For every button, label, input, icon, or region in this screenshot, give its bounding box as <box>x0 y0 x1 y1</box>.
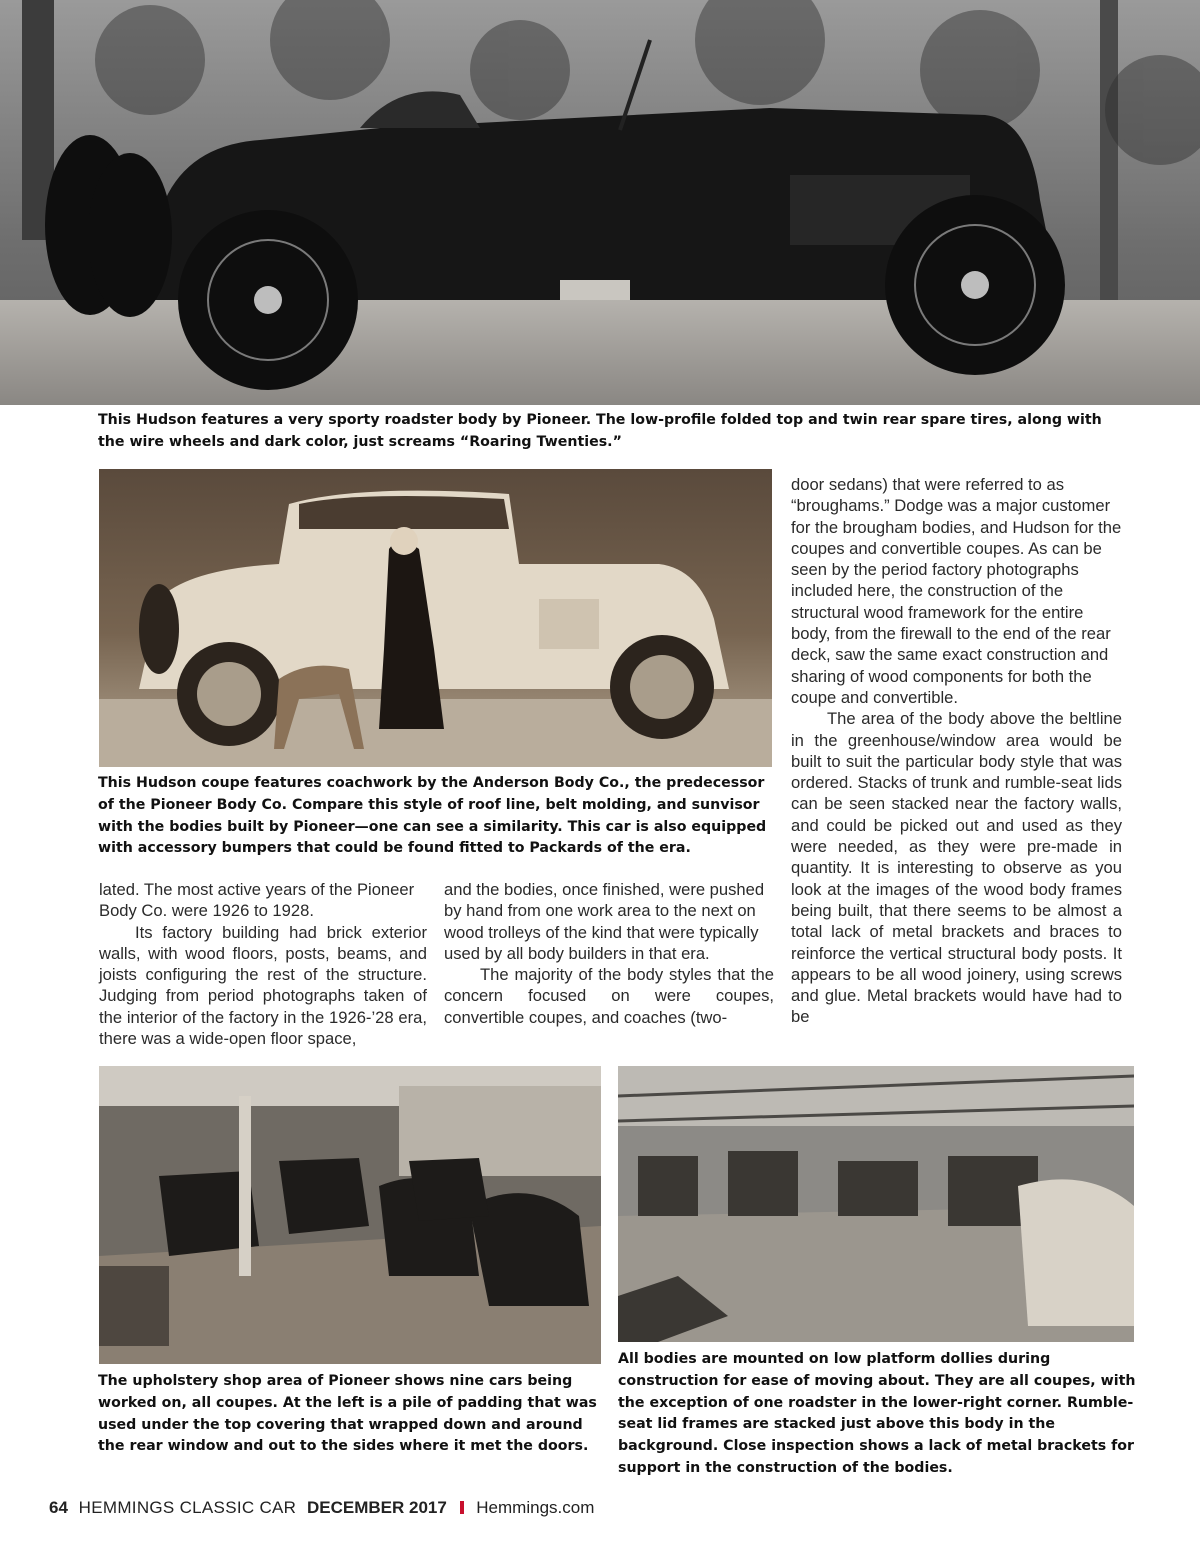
photo-upholstery-shop <box>99 1066 601 1364</box>
article-paragraph: door sedans) that were referred to as “broughams.” Dodge was a major customer for the brougham bodies, and Hudson for the coupes and convertible coupes. As can be seen by the period factory photographs included here, the construction of the structural wood framework for the entire body, from the firewall to the end of the rear deck, saw the same exact construction and sharing of wood components for both the coupe and convertible. <box>791 475 1122 707</box>
article-paragraph: Its factory building had brick exterior walls, with wood floors, posts, beams, and joists configuring the rest of the structure. Judging from period photographs taken of the interior of the factory in the 1926-’28 era, there was a wide-open floor space, <box>99 922 427 1049</box>
photo-hudson-coupe <box>99 469 772 767</box>
photo-hudson-roadster <box>0 0 1200 405</box>
article-paragraph: lated. The most active years of the Pioneer Body Co. were 1926 to 1928. <box>99 880 415 921</box>
article-paragraph: and the bodies, once finished, were pushed by hand from one work area to the next on wood trolleys of the kind that were typically used by all body builders in that era. <box>444 880 765 963</box>
caption-hudson-coupe: This Hudson coupe features coachwork by the Anderson Body Co., the predecessor of the Pioneer Body Co. Compare this style of roof line, belt molding, and sunvisor with the bodies built by Pioneer—one can see a similarity. This car is also equipped with accessory bumpers that could be found fitted to Packards of the era. <box>98 775 767 857</box>
caption-assembly-floor: All bodies are mounted on low platform dollies during construction for ease of moving about. They are all coupes, with the exception of one roadster in the lower-right corner. Rumble-seat lid frames are stacked just above this body in the background. Close inspection shows a lack of metal brackets for support in the construction of the bodies. <box>618 1351 1136 1476</box>
folio-separator <box>460 1501 464 1514</box>
article-column-2 <box>444 879 774 1028</box>
photo-assembly-floor <box>618 1066 1134 1342</box>
article-column-3 <box>791 474 1122 1028</box>
article-column-1 <box>99 879 427 1049</box>
magazine-name: HEMMINGS CLASSIC CAR <box>78 1498 297 1517</box>
article-paragraph: The majority of the body styles that the concern focused on were coupes, convertible coupes, and coaches (two- <box>444 965 774 1027</box>
caption-upholstery-shop: The upholstery shop area of Pioneer shows nine cars being worked on, all coupes. At the left is a pile of padding that was used under the top covering that wrapped down and around the rear window and out to the sides where it met the doors. <box>98 1373 597 1455</box>
website-link[interactable]: Hemmings.com <box>476 1498 595 1517</box>
page-number: 64 <box>49 1498 68 1517</box>
article-paragraph: The area of the body above the beltline in the greenhouse/window area would be built to suit the particular body style that was ordered. Stacks of trunk and rumble-seat lids can be seen stacked near the factory walls, and could be picked out and used as they were needed, as they were pre-made in quantity. It is interesting to observe as you look at the images of the wood body frames being built, that there seems to be almost a total lack of metal brackets and braces to reinforce the vertical structural body posts. It appears to be all wood joinery, using screws and glue. Metal brackets would have had to be <box>791 709 1122 1027</box>
page-footer <box>49 1498 594 1518</box>
caption-hudson-roadster: This Hudson features a very sporty roadster body by Pioneer. The low-profile folded top and twin rear spare tires, along with the wire wheels and dark color, just screams “Roaring Twenties.” <box>98 412 1102 450</box>
issue-date: DECEMBER 2017 <box>306 1498 447 1517</box>
